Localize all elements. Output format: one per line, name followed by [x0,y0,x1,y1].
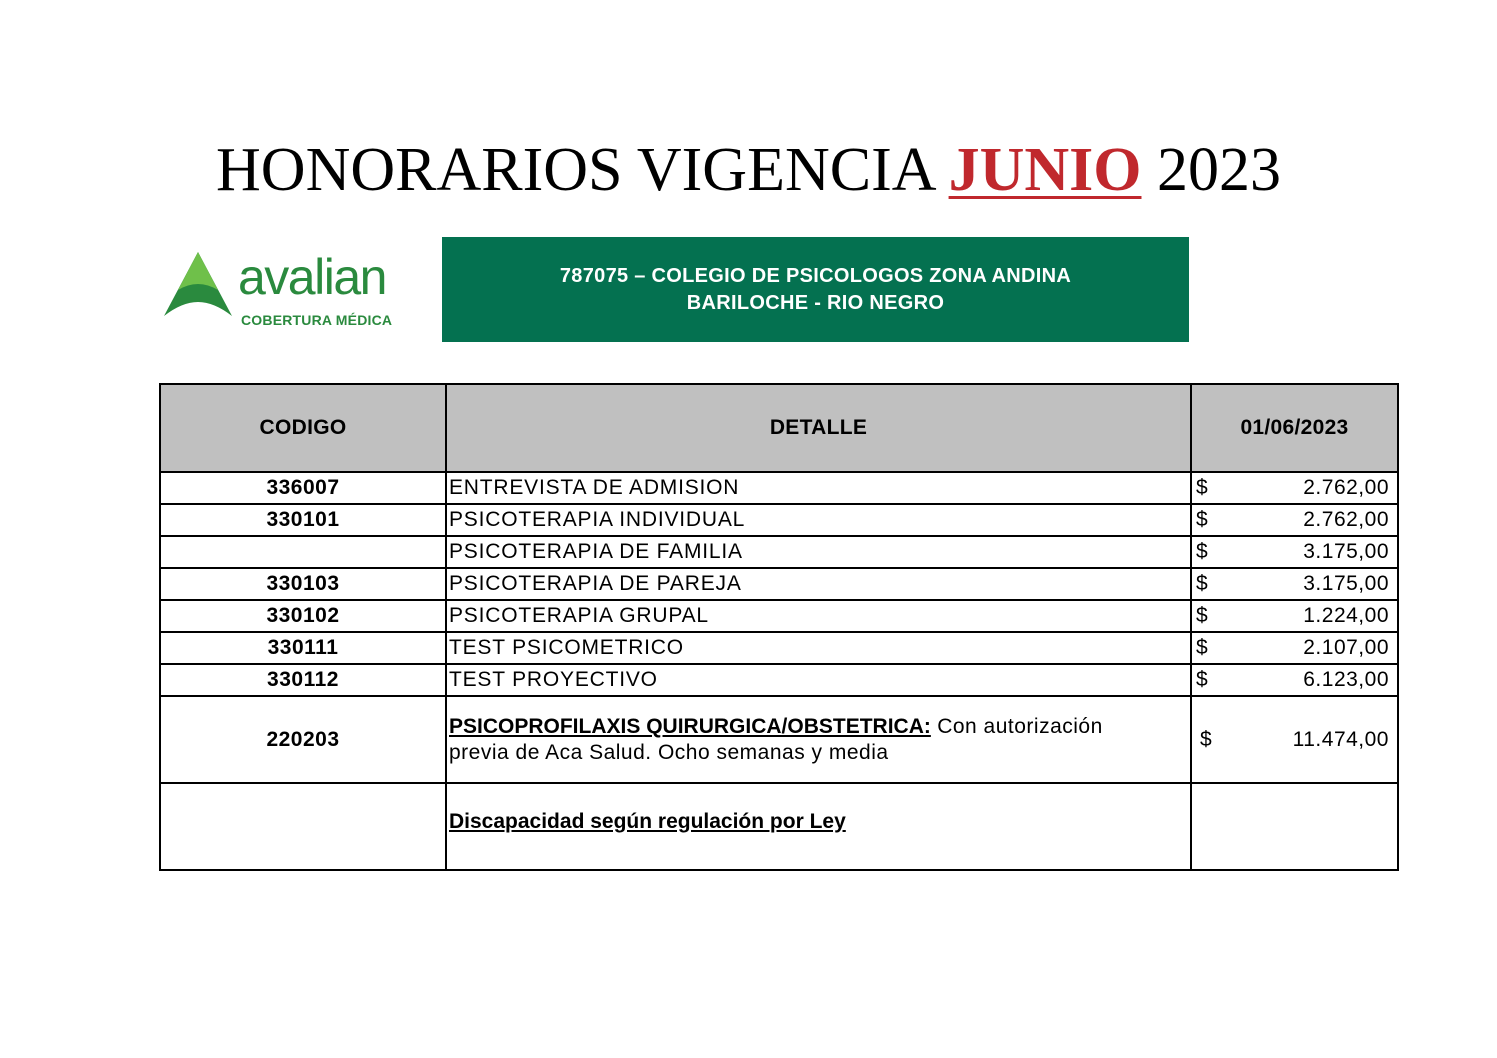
row-price [1191,472,1398,504]
row-detail: TEST PSICOMETRICO [446,632,1191,664]
banner-line-1: 787075 – COLEGIO DE PSICOLOGOS ZONA ANDINA [559,264,1072,287]
row-detail: PSICOTERAPIA DE FAMILIA [446,536,1191,568]
row-amount: 2.762,00 [1303,508,1389,531]
currency-symbol: $ [1196,508,1209,531]
row-detail: PSICOTERAPIA GRUPAL [446,600,1191,632]
table-row [160,632,1398,664]
row-price [1191,696,1398,783]
logo-tagline: COBERTURA MÉDICA [241,312,393,328]
table-row [160,600,1398,632]
profilaxis-line1-rest: Con autorización [930,714,1103,738]
title-month: JUNIO [948,136,1142,204]
avalian-logo [162,246,392,336]
currency-symbol: $ [1196,572,1209,595]
row-detail: PSICOTERAPIA DE PAREJA [446,568,1191,600]
row-amount: 2.107,00 [1303,636,1389,659]
currency-symbol: $ [1196,636,1209,659]
row-code: 330111 [160,632,446,664]
row-amount: 1.224,00 [1303,604,1389,627]
table-row [160,504,1398,536]
row-price [1191,632,1398,664]
header-code: CODIGO [160,384,446,472]
row-code: 220203 [160,696,446,783]
row-code: 330101 [160,504,446,536]
row-code: 330102 [160,600,446,632]
row-code [160,536,446,568]
row-detail-disability [446,783,1191,870]
row-price [1191,504,1398,536]
row-price [1191,536,1398,568]
row-detail: PSICOTERAPIA INDIVIDUAL [446,504,1191,536]
row-price [1191,664,1398,696]
title-year: 2023 [1156,136,1281,204]
row-detail: TEST PROYECTIVO [446,664,1191,696]
title-prefix: HONORARIOS VIGENCIA [216,136,934,204]
currency-symbol: $ [1200,727,1213,751]
row-amount: 3.175,00 [1303,572,1389,595]
table-row [160,664,1398,696]
table-row-profilaxis [160,696,1398,783]
row-price [1191,568,1398,600]
row-detail-profilaxis [446,696,1191,783]
row-code: 336007 [160,472,446,504]
page-title [0,128,1497,212]
currency-symbol: $ [1196,476,1209,499]
row-code: 330112 [160,664,446,696]
row-code: 330103 [160,568,446,600]
table-header-row [160,384,1398,472]
provider-banner [442,237,1189,342]
currency-symbol: $ [1196,604,1209,627]
avalian-triangle-icon [162,250,234,322]
logo-brand: avalian [238,249,386,305]
row-amount: 11.474,00 [1292,727,1389,751]
row-amount: 2.762,00 [1303,476,1389,499]
header-date: 01/06/2023 [1191,384,1398,472]
profilaxis-line2: previa de Aca Salud. Ocho semanas y media [449,740,889,764]
row-price-empty [1191,783,1398,870]
table-row [160,472,1398,504]
row-detail: ENTREVISTA DE ADMISION [446,472,1191,504]
row-amount: 6.123,00 [1303,668,1389,691]
table-row [160,536,1398,568]
fees-table [159,383,1399,871]
header-detail: DETALLE [446,384,1191,472]
banner-line-2: BARILOCHE - RIO NEGRO [686,291,945,314]
row-amount: 3.175,00 [1303,540,1389,563]
table-row [160,568,1398,600]
profilaxis-heading: PSICOPROFILAXIS QUIRURGICA/OBSTETRICA: [449,714,931,738]
currency-symbol: $ [1196,540,1209,563]
currency-symbol: $ [1196,668,1209,691]
table-row-disability [160,783,1398,870]
row-price [1191,600,1398,632]
row-code-empty [160,783,446,870]
disability-note: Discapacidad según regulación por Ley [449,809,846,833]
